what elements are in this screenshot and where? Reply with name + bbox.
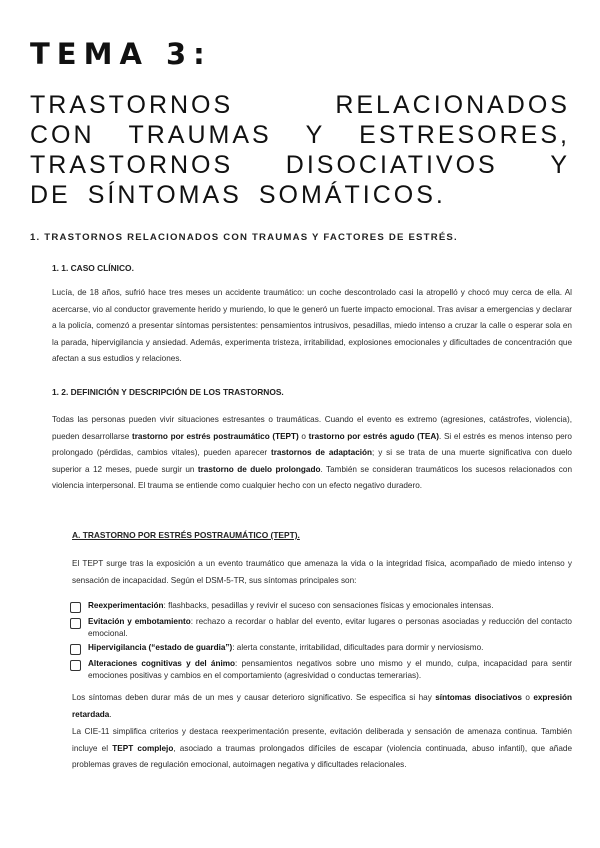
symptom-item bbox=[70, 616, 572, 639]
title-line-1 bbox=[30, 90, 570, 120]
symptom-item bbox=[70, 642, 572, 655]
symptom-text: Reexperimentación: flashbacks, pesadillas y revivir el suceso con sensaciones físicas y emocionales intensas. bbox=[88, 601, 494, 610]
chapter-title bbox=[30, 90, 570, 210]
tema-heading: TEMA 3: bbox=[30, 37, 212, 71]
definition-heading: 1. 2. DEFINICIÓN Y DESCRIPCIÓN DE LOS TRASTORNOS. bbox=[52, 387, 284, 397]
symptom-text: Alteraciones cognitivas y del ánimo: pensamientos negativos sobre uno mismo y el mundo, culpa, incapacidad para sentir emociones positivas y cambios en el comportamiento (agresividad o conductas temerarias). bbox=[88, 659, 572, 680]
title-word: SÍNTOMAS bbox=[87, 181, 242, 209]
title-word: SOMÁTICOS. bbox=[258, 181, 446, 209]
checkbox-icon[interactable] bbox=[70, 644, 81, 655]
symptom-text: Evitación y embotamiento: rechazo a recordar o hablar del evento, evitar lugares o personas asociadas y reducción del contacto emocional. bbox=[88, 617, 572, 638]
checkbox-icon[interactable] bbox=[70, 618, 81, 629]
title-word: Y bbox=[305, 121, 326, 149]
symptom-item bbox=[70, 658, 572, 681]
case-paragraph: Lucía, de 18 años, sufrió hace tres meses un accidente traumático: un coche descontrolado casi la atropelló y chocó muy cerca de ella. Al acercarse, vio al conductor gravemente herido y muriendo, lo que le generó un fuerte impacto emocional. Tras avisar a emergencias y declarar a la policía, comenzó a presentar síntomas persistentes: pensamientos intrusivos, pesadillas, miedo intenso a cruzar la calle o esperar sola en la parada, hipervigilancia y ansiedad. Además, experimenta tristeza, irritabilidad, explosiones emocionales y dificultades de concentración que afectan a sus estudios y relaciones. bbox=[52, 288, 572, 364]
title-word: RELACIONADOS bbox=[335, 91, 570, 119]
title-line-4 bbox=[30, 180, 570, 210]
title-word: TRASTORNOS bbox=[30, 151, 234, 179]
title-line-2 bbox=[30, 120, 570, 150]
term-tept: trastorno por estrés postraumático (TEPT) bbox=[132, 431, 299, 441]
term-tept-complejo: TEPT complejo bbox=[112, 743, 174, 753]
title-word: TRAUMAS bbox=[128, 121, 272, 149]
tept-intro-paragraph: El TEPT surge tras la exposición a un evento traumático que amenaza la vida o la integridad física, acompañado de miedo intenso y sensación de incapacidad. Según el DSM-5-TR, sus síntomas principales son: bbox=[72, 559, 572, 585]
title-line-3 bbox=[30, 150, 570, 180]
title-word: CON bbox=[30, 121, 95, 149]
checkbox-icon[interactable] bbox=[70, 602, 81, 613]
title-word: ESTRESORES, bbox=[359, 121, 570, 149]
tept-heading: A. TRASTORNO POR ESTRÉS POSTRAUMÁTICO (TEPT). bbox=[72, 530, 300, 540]
symptom-item bbox=[70, 600, 572, 613]
checkbox-icon[interactable] bbox=[70, 660, 81, 671]
duration-paragraph: Los síntomas deben durar más de un mes y causar deterioro significativo. Se especifica si hay síntomas disociativos o expresión retardada. bbox=[72, 693, 572, 719]
term-duelo: trastorno de duelo prolongado bbox=[197, 464, 321, 474]
title-word: TRASTORNOS bbox=[30, 91, 234, 119]
term-adaptacion: trastornos de adaptación bbox=[271, 448, 373, 458]
case-heading: 1. 1. CASO CLÍNICO. bbox=[52, 263, 134, 273]
section-heading: 1. TRASTORNOS RELACIONADOS CON TRAUMAS Y FACTORES DE ESTRÉS. bbox=[30, 232, 458, 243]
title-word: DE bbox=[30, 181, 71, 209]
definition-paragraph: Todas las personas pueden vivir situaciones estresantes o traumáticas. Cuando el evento es extremo (agresiones, catástrofes, violencia), pueden desarrollarse trastorno por estrés postraumático (TEPT) o trastorno por estrés agudo (TEA). Si el estrés es menos intenso pero prolongado (pérdidas, cambios vitales), pueden aparecer trastornos de adaptación; y si se trata de una muerte significativa con duelo superior a 12 meses, puede surgir un trastorno de duelo prolongado. También se consideran traumáticos los sucesos relacionados con violencia interpersonal. El trauma se entiende como cualquier hecho con un efecto negativo duradero. bbox=[52, 415, 572, 491]
symptom-text: Hipervigilancia (“estado de guardia”): alerta constante, irritabilidad, dificultades para dormir y nerviosismo. bbox=[88, 643, 484, 652]
term-tea: trastorno por estrés agudo (TEA) bbox=[308, 431, 439, 441]
cie11-paragraph: La CIE-11 simplifica criterios y destaca reexperimentación presente, evitación deliberada y sensación de amenaza continua. También incluye el TEPT complejo, asociado a traumas prolongados difíciles de escapar (violencia continuada, abuso infantil), que añade problemas graves de regulación emocional, autoimagen negativa y dificultades relacionales. bbox=[72, 727, 572, 770]
title-word: DISOCIATIVOS bbox=[285, 151, 498, 179]
title-word: Y bbox=[550, 151, 570, 179]
symptom-checklist bbox=[70, 600, 572, 684]
